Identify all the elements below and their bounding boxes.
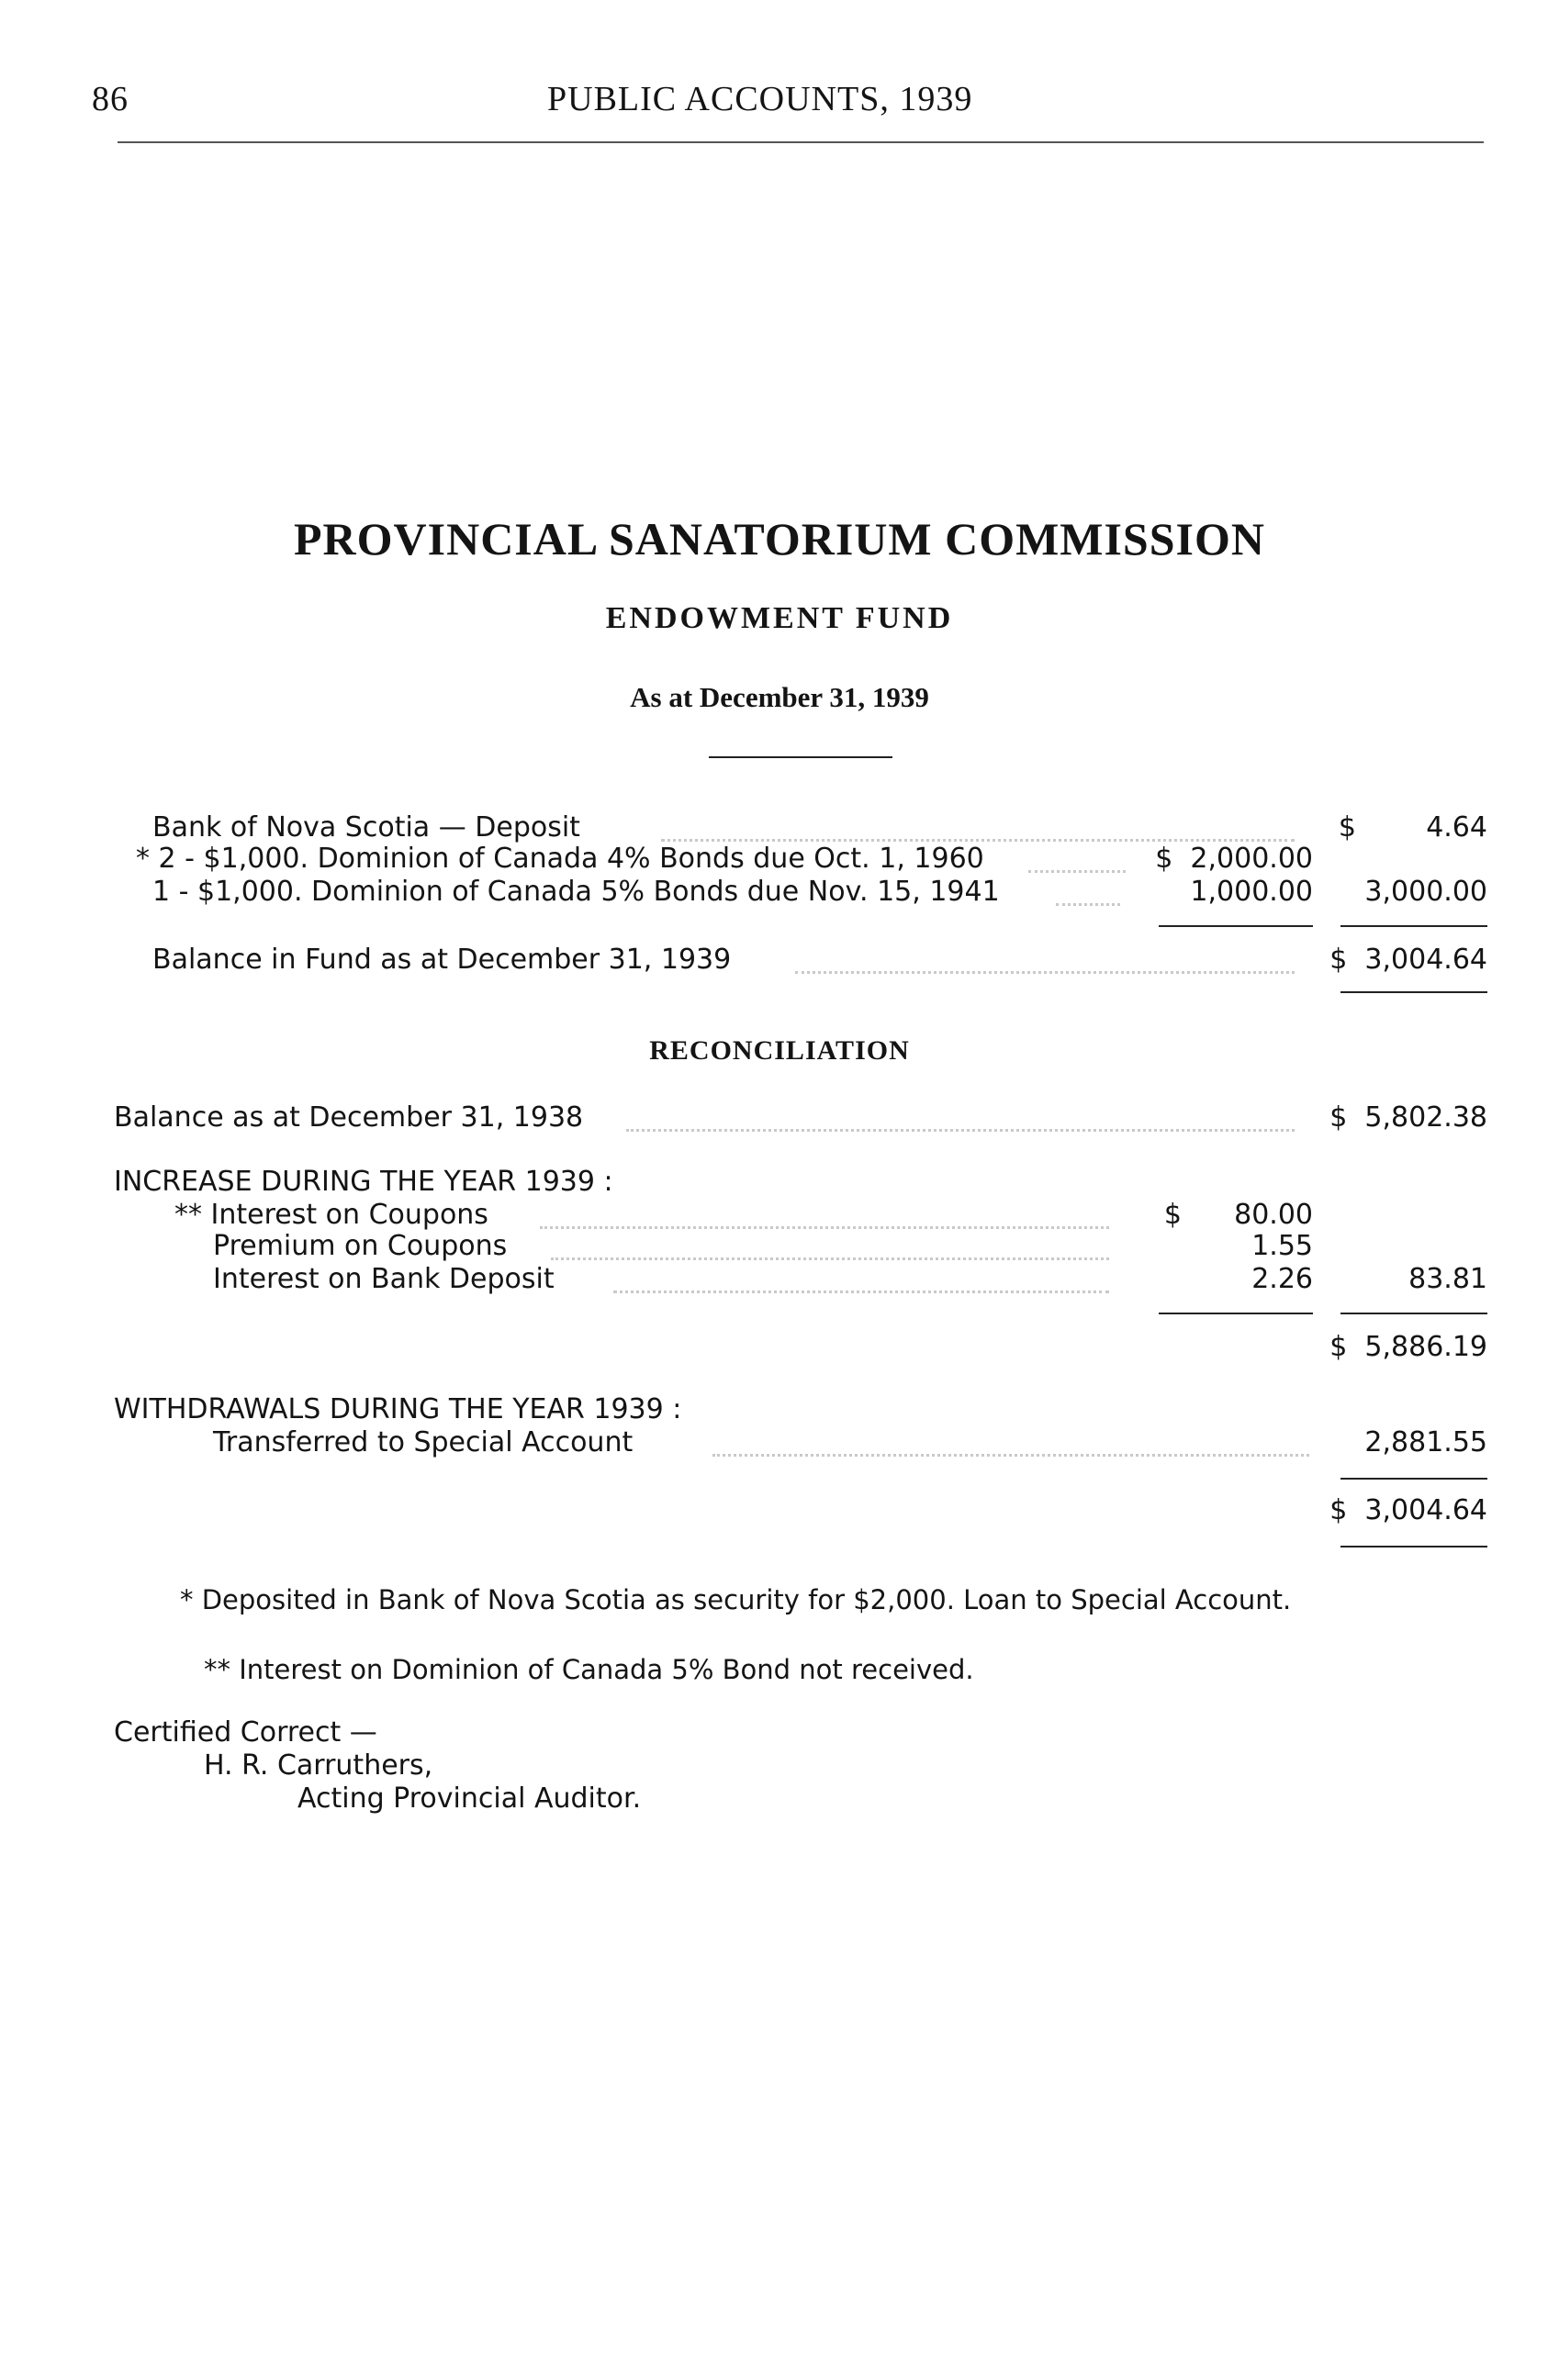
commission-title: PROVINCIAL SANATORIUM COMMISSION [293,513,1266,564]
increase-row-label: Premium on Coupons [213,1230,508,1262]
increase-row-amount: $ 80.00 [1163,1199,1313,1231]
withdrawal-label: Transferred to Special Account [213,1426,634,1458]
as-at-date: As at December 31, 1939 [630,681,929,713]
auditor-name: H. R. Carruthers, [204,1749,433,1782]
increase-row-amount: 1.55 [1251,1230,1313,1262]
subtotal-value: $ 5,886.19 [1329,1331,1487,1363]
fund-row-label: Bank of Nova Scotia — Deposit [152,811,580,844]
withdrawals-heading: WITHDRAWALS DURING THE YEAR 1939 : [114,1393,682,1425]
fund-row-total: $ 4.64 [1338,811,1487,844]
leader-dots [712,1454,1309,1457]
fund-row-amount: 1,000.00 [1190,876,1313,908]
title-rule [709,756,892,758]
opening-balance-label: Balance as at December 31, 1938 [114,1101,584,1134]
sum-rule [1340,1478,1487,1480]
footnote-deposit: * Deposited in Bank of Nova Scotia as security for $2,000. Loan to Special Account. [180,1584,1292,1615]
header-rule [118,141,1484,143]
withdrawal-value: 2,881.55 [1364,1426,1487,1458]
closing-balance-value: $ 3,004.64 [1329,1494,1487,1526]
leader-dots [613,1291,1109,1293]
opening-balance-value: $ 5,802.38 [1329,1101,1487,1134]
footnote-interest: ** Interest on Dominion of Canada 5% Bond not received. [204,1654,974,1685]
total-rule [1340,991,1487,993]
fund-title: ENDOWMENT FUND [605,601,954,635]
fund-row-label: * 2 - $1,000. Dominion of Canada 4% Bonds due Oct. 1, 1960 [136,843,984,875]
sum-rule [1159,925,1313,927]
running-title: PUBLIC ACCOUNTS, 1939 [547,80,973,118]
increase-heading: INCREASE DURING THE YEAR 1939 : [114,1166,613,1198]
increase-row-label: Interest on Bank Deposit [213,1263,555,1295]
increase-row-total: 83.81 [1408,1263,1487,1295]
balance-label: Balance in Fund as at December 31, 1939 [152,944,732,976]
fund-row-amount: $ 2,000.00 [1155,843,1313,875]
sum-rule [1340,1313,1487,1314]
total-rule [1340,1546,1487,1548]
increase-row-amount: 2.26 [1251,1263,1313,1295]
leader-dots [540,1226,1109,1229]
reconciliation-heading: RECONCILIATION [649,1035,910,1066]
leader-dots [795,971,1295,974]
fund-row-label: 1 - $1,000. Dominion of Canada 5% Bonds due Nov. 15, 1941 [152,876,1000,908]
fund-row-total: 3,000.00 [1364,876,1487,908]
sum-rule [1340,925,1487,927]
increase-row-label: ** Interest on Coupons [174,1199,488,1231]
leader-dots [1056,903,1120,906]
leader-dots [551,1257,1109,1260]
leader-dots [626,1129,1295,1132]
page-number: 86 [92,80,129,118]
auditor-title: Acting Provincial Auditor. [297,1782,642,1815]
certification-line: Certified Correct — [114,1716,377,1749]
balance-value: $ 3,004.64 [1329,944,1487,976]
sum-rule [1159,1313,1313,1314]
leader-dots [1028,870,1126,873]
leader-dots [661,839,1295,842]
